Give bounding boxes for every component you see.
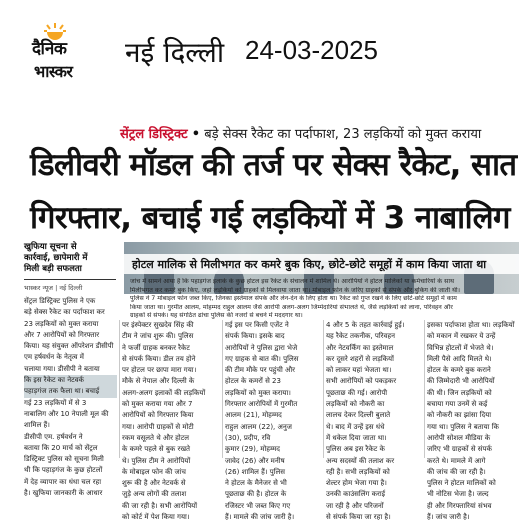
dainik-bhaskar-logo: [30, 22, 112, 92]
body-line: गए ग्राहक से बात की। पुलिस: [225, 354, 299, 363]
body-line: लालच देकर दिल्ली बुलाते: [326, 411, 391, 420]
body-line: के कमरे पहले से बुक रखते: [122, 445, 191, 454]
body-line: रकम वसूलते थे और होटल: [122, 433, 189, 442]
sub-deck-line: खुफिया सूचना से: [24, 242, 77, 252]
body-line: को कोर्ट में पेश किया गया।: [122, 513, 190, 522]
body-line: थे। पुलिस टीम ने आरोपियों: [122, 456, 191, 465]
body-line: गया था। पुलिस ने बताया कि: [427, 422, 499, 431]
body-line: होटल के कमरों से 23: [225, 377, 281, 386]
body-line: में देह व्यापार का धंधा चल रहा: [24, 477, 102, 486]
body-line: थे। बाद में उन्हें इस धंधे: [326, 422, 385, 431]
body-line: की जांच की जा रही है।: [427, 467, 486, 476]
caption-line: मिलीभगत कर कमरे बुक किए, जहां लड़कियों को ग्राहकों से मिलवाया जाता था। मोबाइल फोन के जरिए ग्राहकों से संपर्क और बुकिंग की जाती थी।: [130, 286, 460, 294]
body-line: की थी। जिन लड़कियों को: [427, 388, 492, 397]
caption-line: ग्राहकों से संपर्क। यह संगठित ढांचा पुलिस की नजरों से बचने में मददगार था।: [130, 312, 303, 319]
body-line: पर इंस्पेक्टर सुखदेव सिंह की: [122, 321, 194, 329]
body-line: शामिल हैं।: [24, 421, 50, 430]
body-line: सेंट्रल डिस्ट्रिक्ट पुलिस ने एक: [24, 297, 96, 305]
deck-divider: [24, 279, 116, 280]
body-line: रजिस्टर भी जब्त किए गए: [225, 501, 291, 510]
body-line: संपर्क किया। इसके बाद: [225, 332, 285, 341]
body-line: यह रैकेट तकनीक, परिवहन: [326, 332, 396, 341]
kicker: [120, 124, 481, 142]
body-line: विभिन्न होटलों में भेजते थे।: [427, 343, 494, 352]
body-line: किया। यह संयुक्त ऑपरेशन डीसीपी: [24, 342, 114, 351]
body-line: लड़कियों को नौकरी का: [326, 400, 385, 409]
body-line: और 7 आरोपियों को गिरफ्तार: [24, 330, 100, 339]
caption-line: किया जाता था। गुरमीत आलम, मोहम्मद राहुल आलम जैसे आरोपी अलग-अलग जिम्मेदारियां संभालते थे, जैसे लड़कियों को लाना, परिवहन और: [130, 303, 453, 311]
logo-text-line2: भास्कर: [34, 62, 73, 81]
body-line: से संपर्क किया जा रहा है।: [326, 513, 391, 522]
body-line: है। खुफिया जानकारी के आधार: [24, 489, 103, 498]
kicker-label: सेंट्रल डिस्ट्रिक्ट: [120, 127, 188, 142]
column-divider: [424, 320, 425, 458]
body-column-5: [427, 320, 523, 523]
body-line: गिरफ्तार आरोपियों में गुरमीत: [225, 400, 298, 409]
body-line: डीसीपी एम. हर्षवर्धन ने: [24, 432, 83, 441]
kicker-text: बड़े सेक्स रैकेट का पर्दाफाश, 23 लड़कियों को मुक्त कराया: [204, 127, 482, 142]
body-line: बड़े सेक्स रैकेट का पर्दाफाश कर: [24, 308, 105, 317]
body-line: मौके से नेपाल और दिल्ली के: [122, 377, 195, 386]
body-line: रही है। सभी लड़कियों को: [326, 467, 390, 476]
column-divider: [323, 320, 324, 458]
byline: भास्कर न्यूज | नई दिल्ली: [24, 284, 83, 292]
body-line: ने फर्जी ग्राहक बनकर रैकेट: [122, 343, 190, 352]
body-line: चलाया गया। डीसीपी ने बताया: [24, 364, 100, 373]
body-line: को लाकर यहां भेजता था।: [326, 366, 392, 375]
body-line: शेल्टर होम भेजा गया है।: [326, 479, 387, 488]
logo-text-line1: दैनिक: [32, 39, 67, 59]
caption-title: होटल मालिक से मिलीभगत कर कमरे बुक किए, छोटे-छोटे समूहों में काम किया जाता था: [132, 258, 487, 271]
body-line: अलग-अलग इलाकों की लड़कियों: [122, 388, 206, 397]
body-line: राहुल आलम (22), अनुज: [225, 422, 292, 431]
body-line: उनकी काउंसलिंग कराई: [326, 490, 386, 499]
body-line: थी कि पहाड़गंज के कुछ होटलों: [24, 466, 103, 475]
body-line: पर होटल पर छापा मारा गया।: [122, 366, 197, 375]
edition-city: नई दिल्ली: [125, 36, 225, 69]
body-line: कर दूसरे शहरों से लड़कियों: [326, 354, 394, 363]
body-line: (30), प्रदीप, रवि: [225, 433, 271, 442]
caption-line: पुलिस ने 7 मोबाइल फोन जब्त किए, जिनका इस्तेमाल संपर्क और लेन-देन के लिए होता था। रैकेट को गुप्त रखने के लिए छोटे-छोटे समूहों में काम: [130, 295, 457, 302]
body-line: (26) शामिल हैं। पुलिस: [225, 467, 285, 476]
body-line: हैं। जांच जारी है।: [427, 513, 470, 522]
caption-line: जांच में सामने आया है कि पहाड़गंज इलाके के कुछ होटल इस रैकेट के संचालन में शामिल थे। आरोपियों ने होटल मालिकों या कर्मचारियों के साथ: [130, 278, 454, 285]
body-line: बचाया गया उनमें से कई: [427, 400, 488, 409]
body-line: भी नोटिस भेजा है। जल्द: [427, 490, 489, 499]
sub-deck-line: मिली बड़ी सफलता: [24, 264, 82, 274]
headline-line2: गिरफ्तार, बचाई गई लड़कियों में 3 नाबालिग: [30, 200, 510, 236]
body-line: आरोपियों को गिरफ्तार किया: [122, 411, 194, 420]
sub-deck: [24, 242, 116, 275]
body-line: पुलिस अब इस रैकेट के: [326, 445, 385, 454]
body-line: गया। आरोपी ग्राहकों से मोटी: [122, 422, 194, 431]
body-line: लड़कियों को मुक्त कराया।: [225, 388, 291, 397]
body-line: सभी आरोपियों को पकड़कर: [326, 377, 397, 386]
body-line: बताया कि 20 मार्च को सेंट्रल: [24, 443, 98, 452]
body-line: की टीम मौके पर पहुंची और: [225, 366, 296, 375]
body-line: 4 और 5 के तहत कार्रवाई हुई।: [326, 321, 405, 329]
body-line: को मकान में रखकर ये उन्हें: [427, 332, 496, 341]
sub-deck-line: कार्रवाई, छापेमारी में: [24, 253, 88, 263]
body-line: शुरू की है और नेटवर्क से: [122, 479, 186, 488]
body-line: जावेद (26) और मनीष: [225, 456, 285, 465]
body-line: को मुक्त कराया गया और 7: [122, 400, 193, 409]
body-line: 23 लड़कियों को मुक्त कराया: [24, 319, 99, 328]
body-line: इसका पर्दाफाश होता था। लड़कियों: [427, 321, 515, 329]
body-line: आलम (21), मोहम्मद: [225, 411, 282, 420]
body-line: ने होटल के मैनेजर से भी: [225, 479, 287, 488]
caption-text: [130, 278, 515, 321]
body-line: पूछताछ की है। होटल के: [225, 490, 287, 499]
body-line: आरोपी सोशल मीडिया के: [427, 433, 491, 442]
body-line: की जा रही है। सभी आरोपियों: [122, 501, 198, 510]
body-line: और नेटवर्किंग का इस्तेमाल: [326, 343, 394, 352]
body-line: पुलिस ने होटल मालिकों को: [427, 479, 496, 488]
column-divider: [119, 320, 120, 458]
body-line: जुड़े अन्य लोगों की तलाश: [122, 490, 187, 499]
body-line: कि इस रैकेट का नेटवर्क: [24, 375, 117, 386]
body-line: ही और गिरफ्तारियां संभव: [427, 501, 492, 510]
body-line: अन्य सदस्यों की तलाश कर: [326, 456, 395, 465]
headline-line1: डिलीवरी मॉडल की तर्ज पर सेक्स रैकेट, सात: [30, 147, 517, 183]
body-line: करते थे। मामले में आगे: [427, 456, 486, 465]
body-line: पूछताछ की गई। आरोपी: [326, 388, 388, 397]
body-line: के मोबाइल फोन की जांच: [122, 467, 187, 476]
body-line: मिली पैसे आदि मिलते थे।: [427, 354, 492, 363]
body-line: गई 23 लड़कियों में से 3: [24, 398, 87, 407]
body-line: में धकेल दिया जाता था।: [326, 433, 387, 442]
body-column-4: [326, 320, 422, 523]
column-divider: [222, 320, 223, 458]
edition-date: 24-03-2025: [245, 35, 378, 65]
kicker-bullet: •: [191, 127, 201, 142]
body-column-2: [122, 320, 220, 523]
body-line: से संपर्क किया। डील तय होने: [122, 354, 196, 363]
body-line: की जिम्मेदारी भी आरोपियों: [427, 377, 495, 386]
body-line: गई इस पर किसी एजेंट ने: [225, 321, 289, 329]
body-line: पहाड़गंज तक फैला था। बचाई: [24, 386, 117, 397]
body-line: हैं। मामले की जांच जारी है।: [225, 513, 295, 522]
body-line: जरिए भी ग्राहकों से संपर्क: [427, 445, 492, 454]
body-line: होटल के कमरे बुक कराने: [427, 366, 491, 375]
body-line: कुमार (29), मोहम्मद: [225, 445, 280, 454]
body-line: आरोपियों ने पुलिस द्वारा भेजे: [225, 343, 298, 352]
body-line: टीम ने जांच शुरू की। पुलिस: [122, 332, 194, 341]
body-line: एम हर्षवर्धन के नेतृत्व में: [24, 353, 84, 362]
body-column-3: [225, 320, 321, 523]
body-line: नाबालिग और 10 नेपाली मूल की: [24, 409, 109, 418]
body-line: डिस्ट्रिक्ट पुलिस को सूचना मिली: [24, 455, 104, 464]
body-line: को नौकरी का झांसा दिया: [427, 411, 492, 420]
body-line: जा रही है और परिजनों: [326, 501, 384, 510]
body-column-1: [24, 296, 117, 499]
